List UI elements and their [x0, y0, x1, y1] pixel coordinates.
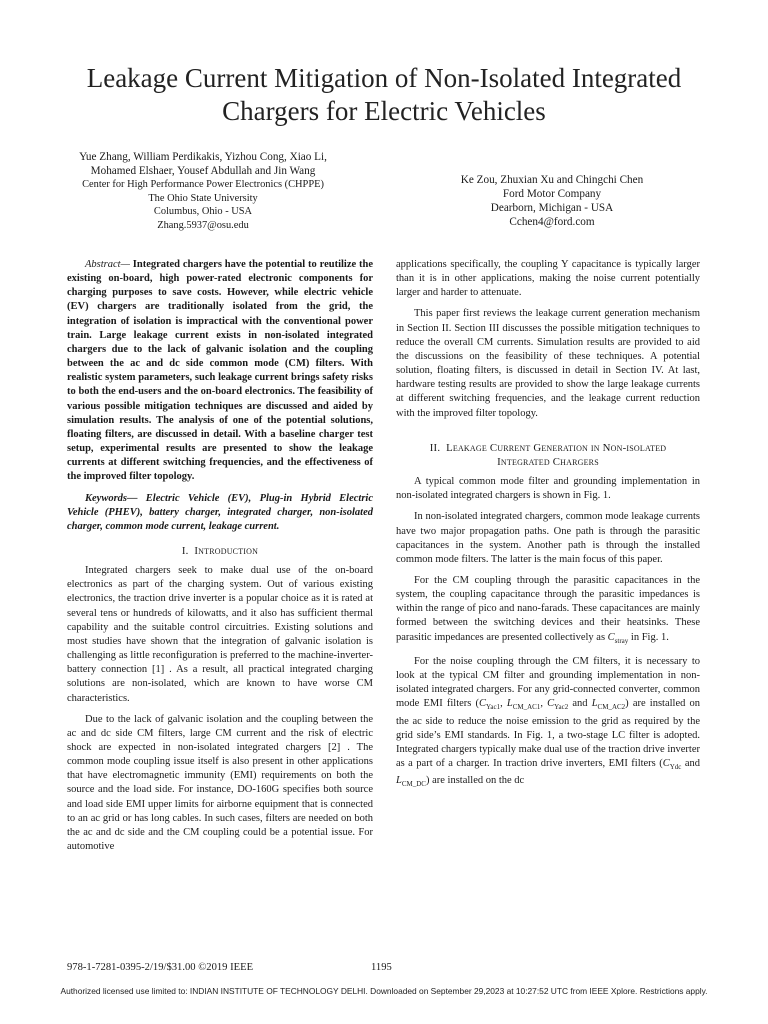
right-email: Cchen4@ford.com	[509, 216, 595, 228]
sec2-paragraph-3: For the CM coupling through the parasitic capacitances in the system, the coupling capacitance through the parasitic impedances is within the range of pico and nano-farads. These capacitances are mainly formed between the switching devices and their heatsinks. These parasitic impedances are presented collectively as $C_{stray}$ in Fig. 1.	[396, 574, 700, 645]
left-authors-line-2: Mohamed Elshaer, Yousef Abdullah and Jin Wang	[90, 164, 316, 177]
left-university: The Ohio State University	[148, 192, 258, 204]
right-company: Ford Motor Company	[502, 188, 602, 200]
sec2-paragraph-4: For the noise coupling through the CM filters, it is necessary to look at the typical CM filter and grounding implementation in non-isolated integrated chargers. For any grid-connected converter, common mode EMI filters ($C_{Yac1}$, $L_{CM\_AC1}$, $C_{Yac2}$ and $L_{CM\_AC2}$) are installed on the ac side to reduce the noise emission to the grid as required by the grid side’s EMI standards. In Fig. 1, a two-stage LC filter is adopted. Integrated chargers typically make dual use of the traction drive inverter as a part of a charger. In traction drive inverters, EMI filters ($C_{Ydc}$ and $L_{CM\_DC}$) are installed on the dc	[396, 655, 701, 789]
authorization-notice: Authorized licensed use limited to: INDIAN INSTITUTE OF TECHNOLOGY DELHI. Downloaded on September 29,2023 at 10:27:52 UTC from IEEE Xplore. Restrictions apply.	[60, 986, 708, 996]
keywords-text: Electric Vehicle (EV), Plug-in Hybrid Electric Vehicle (PHEV), battery charger, integrated charger, non-isolated charger, common mode current, leakage current.	[67, 492, 373, 532]
abstract-text: Integrated chargers have the potential to reutilize the existing on-board, high power-rated electronic components for charging purposes to save costs. However, while electric vehicle (EV) chargers are traditionally isolated from the grid, the integration of isolation is impractical with the conventional power train. Large leakage current exists in non-isolated integrated chargers due to the lack of galvanic isolation and the coupling between the ac and dc side common mode (CM) filters. With realistic system parameters, such leakage current brings safety risks to both the end-users and the on-board electronics. The feasibility of various possible mitigation techniques are discussed and aided by simulation results. The analysis of one of the potential solutions, floating filters, are discussed in detail. With a baseline charger test setup, experimental results are presented to show the leakage currents at different switching frequencies, and the effectiveness of the improved filter topology.	[67, 259, 373, 483]
left-column	[67, 258, 373, 861]
section-1-heading	[67, 544, 373, 558]
left-location: Columbus, Ohio - USA	[153, 206, 253, 217]
right-author-block	[402, 173, 702, 229]
paper-outline-paragraph: This paper first reviews the leakage current generation mechanism in Section II. Section III discusses the possible mitigation techniques to reduce the overall CM currents. Simulation results are provided to aid the discussions on the feasibility of these techniques. A potential solution, floating filters, is discussed in detail in Section IV. At last, hardware testing results are provided to show the large leakage currents at different switching frequencies, and the leakage current reduction with the improved filter topology.	[396, 308, 700, 419]
section-1-title: Introduction	[194, 544, 259, 557]
left-authors-line-1: Yue Zhang, William Perdikakis, Yizhou Cong, Xiao Li,	[79, 151, 327, 163]
sec2-paragraph-1: A typical common mode filter and grounding implementation in non-isolated integrated chargers is shown in Fig. 1.	[396, 476, 700, 502]
title-line-2: Chargers for Electric Vehicles	[222, 96, 546, 126]
section-2-title-line-1: Leakage Current Generation in Non-isolated	[446, 441, 667, 454]
intro-paragraph-1: Integrated chargers seek to make dual use of the on-board electronics as part of the charging system. Out of various existing electronics, the traction drive inverter is a popular choice as it is rated at several tens or hundreds of kilowatts, and it also has sufficient thermal capability and the suitable control circuitries. Existing solutions and most studies have shown that the integration of galvanic isolation is challenging as little reconfiguration is preferred to the machine-inverter-battery connection [1] . As a result, all practical integrated charging solutions are non-isolated, which are known to have worse CM characteristics.	[67, 565, 373, 704]
section-2-title-line-2: Integrated Chargers	[497, 455, 599, 468]
left-author-block	[50, 151, 356, 232]
section-1-number: I.	[181, 544, 189, 557]
left-affiliation: Center for High Performance Power Electronics (CHPPE)	[82, 179, 324, 190]
keywords	[67, 492, 373, 534]
abstract-label: Abstract—	[85, 259, 130, 270]
footer-isbn: 978-1-7281-0395-2/19/$31.00 ©2019 IEEE	[67, 962, 254, 973]
keywords-label: Keywords—	[85, 492, 138, 504]
right-column	[396, 258, 700, 799]
paper-title	[40, 62, 728, 128]
right-location: Dearborn, Michigan - USA	[490, 202, 614, 214]
abstract	[67, 258, 373, 485]
intro-paragraph-2: Due to the lack of galvanic isolation and the coupling between the ac and dc side CM filters, large CM current and the risk of electric shock are expected in non-isolated integrated chargers [2] . The common mode coupling issue itself is also present in other applications that have electromagnetic immunity (EMI) requirements on both the source and the load side. For instance, DO-160G specifies both source and load side EMI upper limits for airborne equipment that is connected to an ac grid or has long cables. In such cases, filters are needed on both the ac and dc side and the CM coupling could be a potential issue. For automotive	[67, 713, 373, 853]
left-email: Zhang.5937@osu.edu	[157, 219, 249, 231]
sec2-paragraph-2: In non-isolated integrated chargers, common mode leakage currents have two major propagation paths. One path is through the parasitic capacitances in the system. Another path is through the installed common mode filters. The latter is the main focus of this paper.	[396, 511, 700, 565]
section-2-number: II.	[429, 441, 441, 454]
title-line-1: Leakage Current Mitigation of Non-Isolated Integrated	[86, 63, 682, 93]
right-continuation-paragraph: applications specifically, the coupling Y capacitance is typically larger than it is in other applications, making the noise current potentially larger and harder to attenuate.	[396, 259, 700, 299]
page-number: 1195	[371, 962, 392, 973]
right-authors-line-1: Ke Zou, Zhuxian Xu and Chingchi Chen	[460, 174, 644, 186]
section-2-heading	[396, 441, 700, 469]
